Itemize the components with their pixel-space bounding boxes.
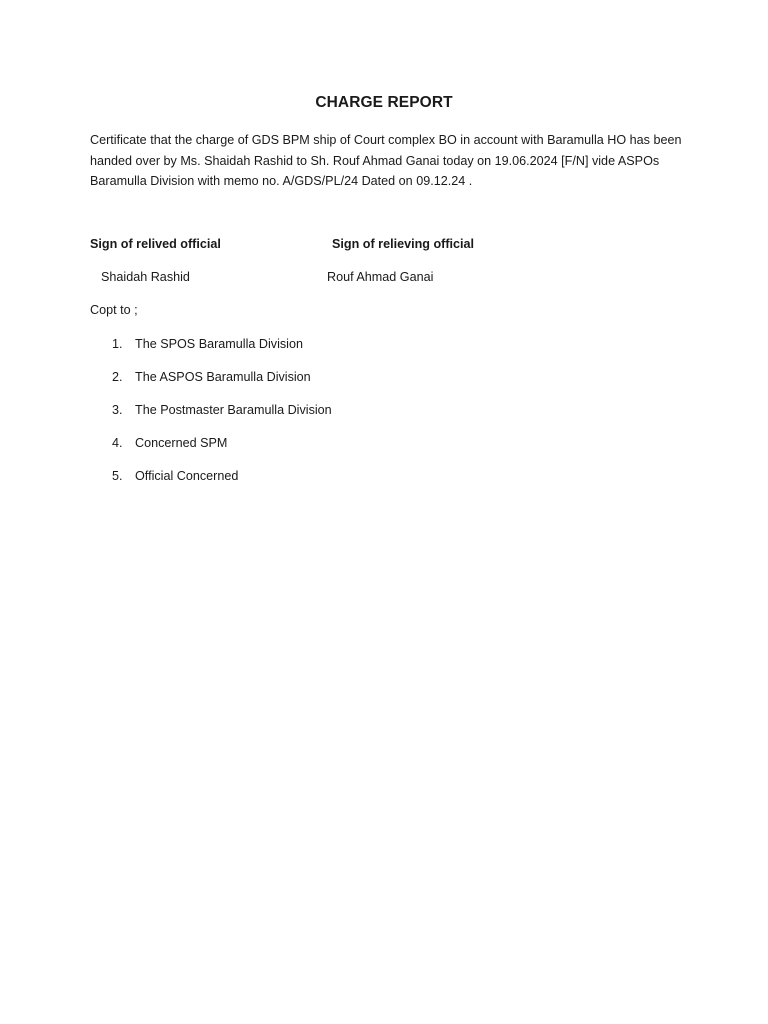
list-item bbox=[90, 369, 332, 402]
list-item-number: 2. bbox=[112, 370, 123, 384]
list-item-number: 5. bbox=[112, 469, 123, 483]
list-item-text: Concerned SPM bbox=[135, 436, 228, 450]
list-item-number: 1. bbox=[112, 337, 123, 351]
document-title: CHARGE REPORT bbox=[315, 94, 453, 111]
list-item-text: The ASPOS Baramulla Division bbox=[135, 370, 311, 384]
copy-to-label: Copt to ; bbox=[90, 303, 138, 317]
list-item-text: Official Concerned bbox=[135, 469, 239, 483]
relived-official-label: Sign of relived official bbox=[90, 237, 221, 251]
certificate-paragraph: Certificate that the charge of GDS BPM ship of Court complex BO in account with Baramulla HO has been handed over by Ms. Shaidah Rashid to Sh. Rouf Ahmad Ganai today on 19.06.2024 [F/N] vide ASPOs Baramulla Division with memo no. A/GDS/PL/24 Dated on 09.12.24 . bbox=[90, 133, 682, 188]
list-item-text: The Postmaster Baramulla Division bbox=[135, 403, 332, 417]
relived-official-name: Shaidah Rashid bbox=[101, 270, 190, 284]
list-item-text: The SPOS Baramulla Division bbox=[135, 337, 303, 351]
list-item bbox=[90, 468, 332, 501]
list-item bbox=[90, 402, 332, 435]
list-item-number: 3. bbox=[112, 403, 123, 417]
list-item-number: 4. bbox=[112, 436, 123, 450]
copy-to-list bbox=[90, 336, 332, 501]
relieving-official-label: Sign of relieving official bbox=[332, 237, 475, 251]
relieving-official-name: Rouf Ahmad Ganai bbox=[327, 270, 434, 284]
list-item bbox=[90, 336, 332, 369]
list-item bbox=[90, 435, 332, 468]
